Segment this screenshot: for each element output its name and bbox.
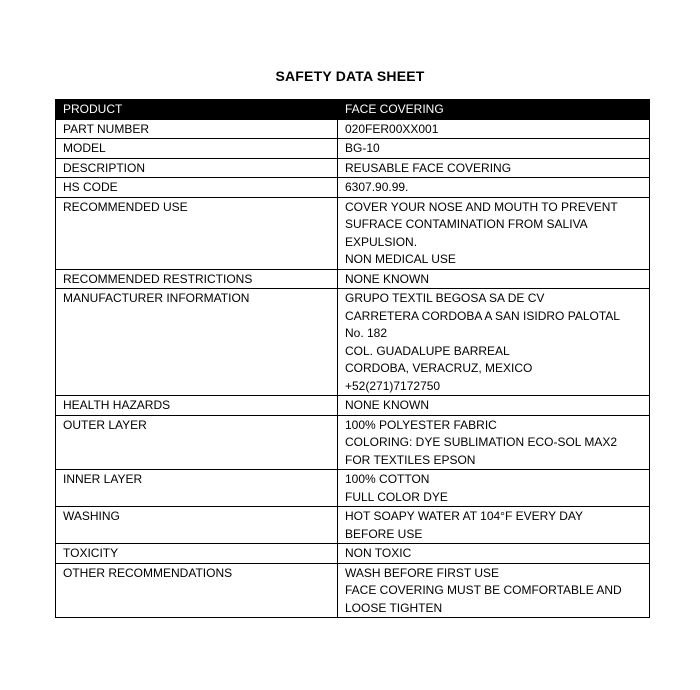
row-value-cell — [338, 158, 650, 178]
row-value-cell — [338, 544, 650, 564]
row-value-line: REUSABLE FACE COVERING — [345, 160, 512, 175]
row-value-line: GRUPO TEXTIL BEGOSA SA DE CV — [345, 291, 545, 305]
table-row — [56, 178, 650, 198]
row-value-line: NONE KNOWN — [345, 271, 429, 286]
row-value-line: SUFRACE CONTAMINATION FROM SALIVA — [345, 217, 588, 231]
row-value-line: EXPULSION. — [345, 234, 418, 249]
table-row — [56, 507, 650, 544]
row-value-line: BG-10 — [345, 141, 380, 155]
header-label-cell: PRODUCT — [56, 100, 338, 120]
table-body — [56, 100, 650, 618]
row-label-cell: INNER LAYER — [56, 470, 338, 507]
row-label-cell: MANUFACTURER INFORMATION — [56, 289, 338, 396]
row-label-cell: RECOMMENDED USE — [56, 197, 338, 269]
row-label-cell: WASHING — [56, 507, 338, 544]
row-value-line: WASH BEFORE FIRST USE — [345, 565, 500, 580]
row-value-cell — [338, 415, 650, 470]
table-row — [56, 544, 650, 564]
row-value-cell — [338, 119, 650, 139]
document-title: SAFETY DATA SHEET — [275, 68, 425, 84]
table-row — [56, 470, 650, 507]
row-value-line: 100% POLYESTER FABRIC — [345, 417, 497, 432]
table-row — [56, 563, 650, 618]
row-value-cell — [338, 178, 650, 198]
row-label-cell: TOXICITY — [56, 544, 338, 564]
table-row — [56, 197, 650, 269]
row-value-cell — [338, 563, 650, 618]
row-value-line: 6307.90.99. — [345, 180, 409, 194]
row-value-line: NON MEDICAL USE — [345, 252, 456, 266]
row-label-cell: OUTER LAYER — [56, 415, 338, 470]
header-value-cell: FACE COVERING — [338, 100, 650, 120]
row-value-line: CORDOBA, VERACRUZ, MEXICO — [345, 361, 533, 375]
row-value-line: No. 182 — [345, 326, 388, 340]
row-value-line: HOT SOAPY WATER AT 104°F EVERY DAY — [345, 509, 583, 523]
table-row — [56, 269, 650, 289]
table-row — [56, 396, 650, 416]
row-label-cell: PART NUMBER — [56, 119, 338, 139]
row-value-cell — [338, 289, 650, 396]
row-value-line: COL. GUADALUPE BARREAL — [345, 343, 510, 358]
table-row — [56, 289, 650, 396]
row-value-cell — [338, 507, 650, 544]
table-row — [56, 139, 650, 159]
row-value-line: +52(271)7172750 — [345, 378, 441, 393]
row-label-cell: RECOMMENDED RESTRICTIONS — [56, 269, 338, 289]
row-value-line: COLORING: DYE SUBLIMATION ECO-SOL MAX2 — [345, 435, 618, 449]
safety-data-table — [55, 99, 650, 618]
row-value-cell — [338, 470, 650, 507]
row-value-line: NON TOXIC — [345, 546, 412, 560]
row-value-line: FACE COVERING MUST BE COMFORTABLE AND — [345, 583, 622, 597]
row-value-cell — [338, 269, 650, 289]
row-label-cell: HS CODE — [56, 178, 338, 198]
table-header-row — [56, 100, 650, 120]
row-value-line: 100% COTTON — [345, 472, 430, 486]
table-row — [56, 415, 650, 470]
row-value-line: CARRETERA CORDOBA A SAN ISIDRO PALOTAL — [345, 308, 620, 323]
table-row — [56, 158, 650, 178]
table-row — [56, 119, 650, 139]
row-value-line: FULL COLOR DYE — [345, 489, 448, 504]
row-label-cell: HEALTH HAZARDS — [56, 396, 338, 416]
row-value-line: FOR TEXTILES EPSON — [345, 452, 476, 467]
row-value-line: COVER YOUR NOSE AND MOUTH TO PREVENT — [345, 199, 618, 214]
row-value-cell — [338, 197, 650, 269]
row-value-line: 020FER00XX001 — [345, 121, 439, 136]
row-value-cell — [338, 139, 650, 159]
row-value-cell — [338, 396, 650, 416]
row-value-line: BEFORE USE — [345, 526, 423, 541]
row-label-cell: DESCRIPTION — [56, 158, 338, 178]
row-label-cell: OTHER RECOMMENDATIONS — [56, 563, 338, 618]
row-value-line: LOOSE TIGHTEN — [345, 600, 443, 615]
row-label-cell: MODEL — [56, 139, 338, 159]
row-value-line: NONE KNOWN — [345, 398, 429, 412]
